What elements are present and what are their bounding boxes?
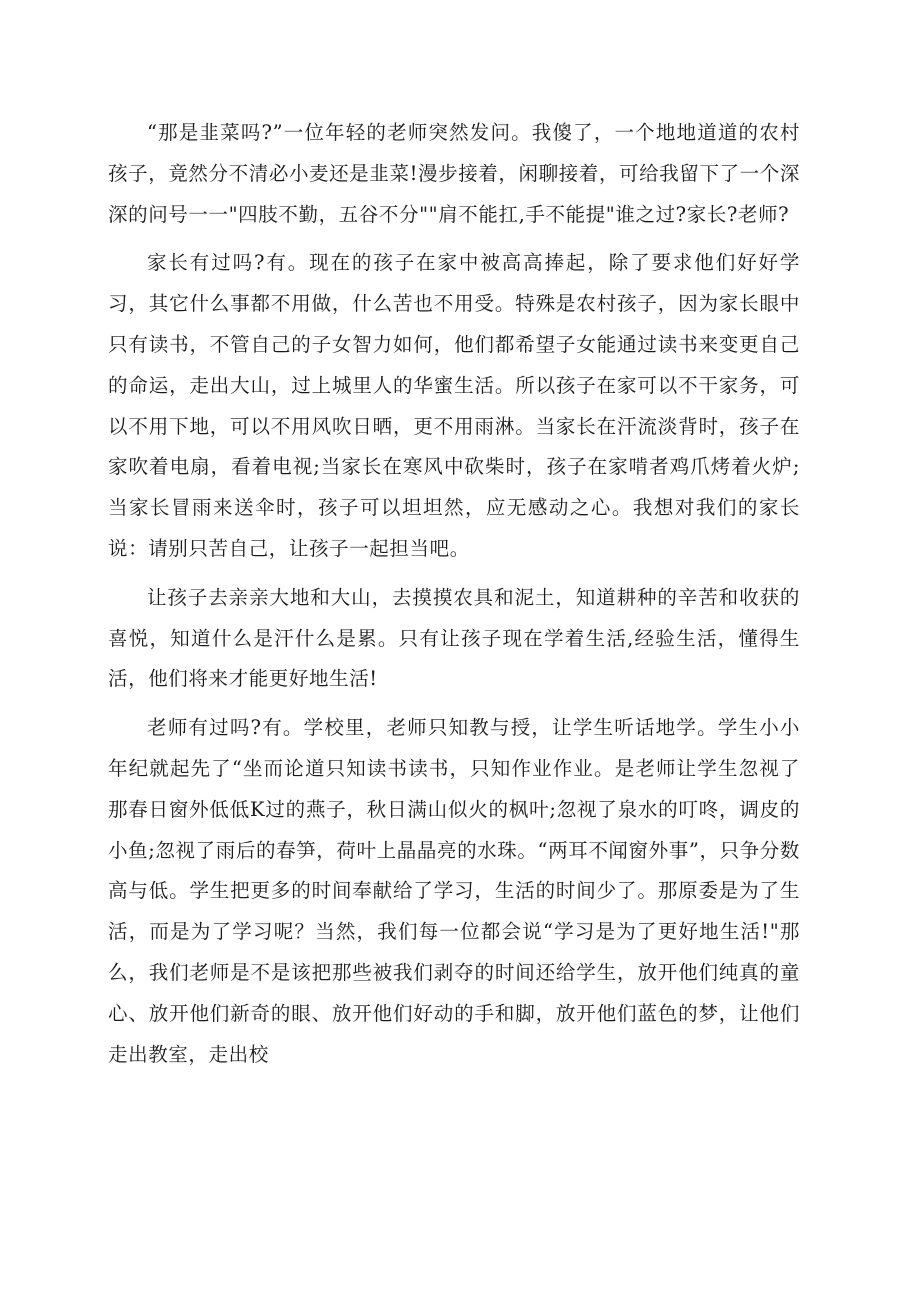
- document-body: [108, 113, 800, 1075]
- paragraph-nature: 让孩子去亲亲大地和大山，去摸摸农具和泥土，知道耕种的辛苦和收获的喜悦，知道什么是汗什么是累。只有让孩子现在学着生活,经验生活，懂得生活，他们将来才能更好地生活!: [108, 585, 800, 691]
- paragraph-parents: 家长有过吗?有。现在的孩子在家中被高高捧起，除了要求他们好好学习，其它什么事都不用做，什么苦也不用受。特殊是农村孩子，因为家长眼中只有读书，不管自己的子女智力如何，他们都希望子女能通过读书来变更自己的命运，走出大山，过上城里人的华蜜生活。所以孩子在家可以不干家务，可以不用下地，可以不用风吹日晒，更不用雨淋。当家长在汗流淡背时，孩子在家吹着电扇，看着电视;当家长在寒风中砍柴时，孩子在家啃者鸡爪烤着火炉;当家长冒雨来送伞时，孩子可以坦坦然，应无感动之心。我想对我们的家长说：请别只苦自己，让孩子一起担当吧。: [108, 251, 800, 560]
- paragraph-question: “那是韭菜吗?”一位年轻的老师突然发问。我傻了，一个地地道道的农村孩子，竟然分不清必小麦还是韭菜!漫步接着，闲聊接着，可给我留下了一个深深的问号一一"四肢不勤，五谷不分""肩不能扛,手不能提"谁之过?家长?老师?: [108, 121, 800, 226]
- paragraph-teachers: 老师有过吗?有。学校里，老师只知教与授，让学生听话地学。学生小小年纪就起先了“坐而论道只知读书读书，只知作业作业。是老师让学生忽视了那春日窗外低低K过的燕子，秋日满山似火的枫叶;忽视了泉水的叮咚，调皮的小鱼;忽视了雨后的春笋，荷叶上晶晶亮的水珠。“两耳不闻窗外事”，只争分数高与低。学生把更多的时间奉献给了学习，生活的时间少了。那原委是为了生活，而是为了学习呢？当然，我们每一位都会说“学习是为了更好地生活!"那么，我们老师是不是该把那些被我们剥夺的时间还给学生，放开他们纯真的童心、放开他们新奇的眼、放开他们好动的手和脚，放开他们蓝色的梦，让他们走出教室，走出校: [108, 716, 800, 1066]
